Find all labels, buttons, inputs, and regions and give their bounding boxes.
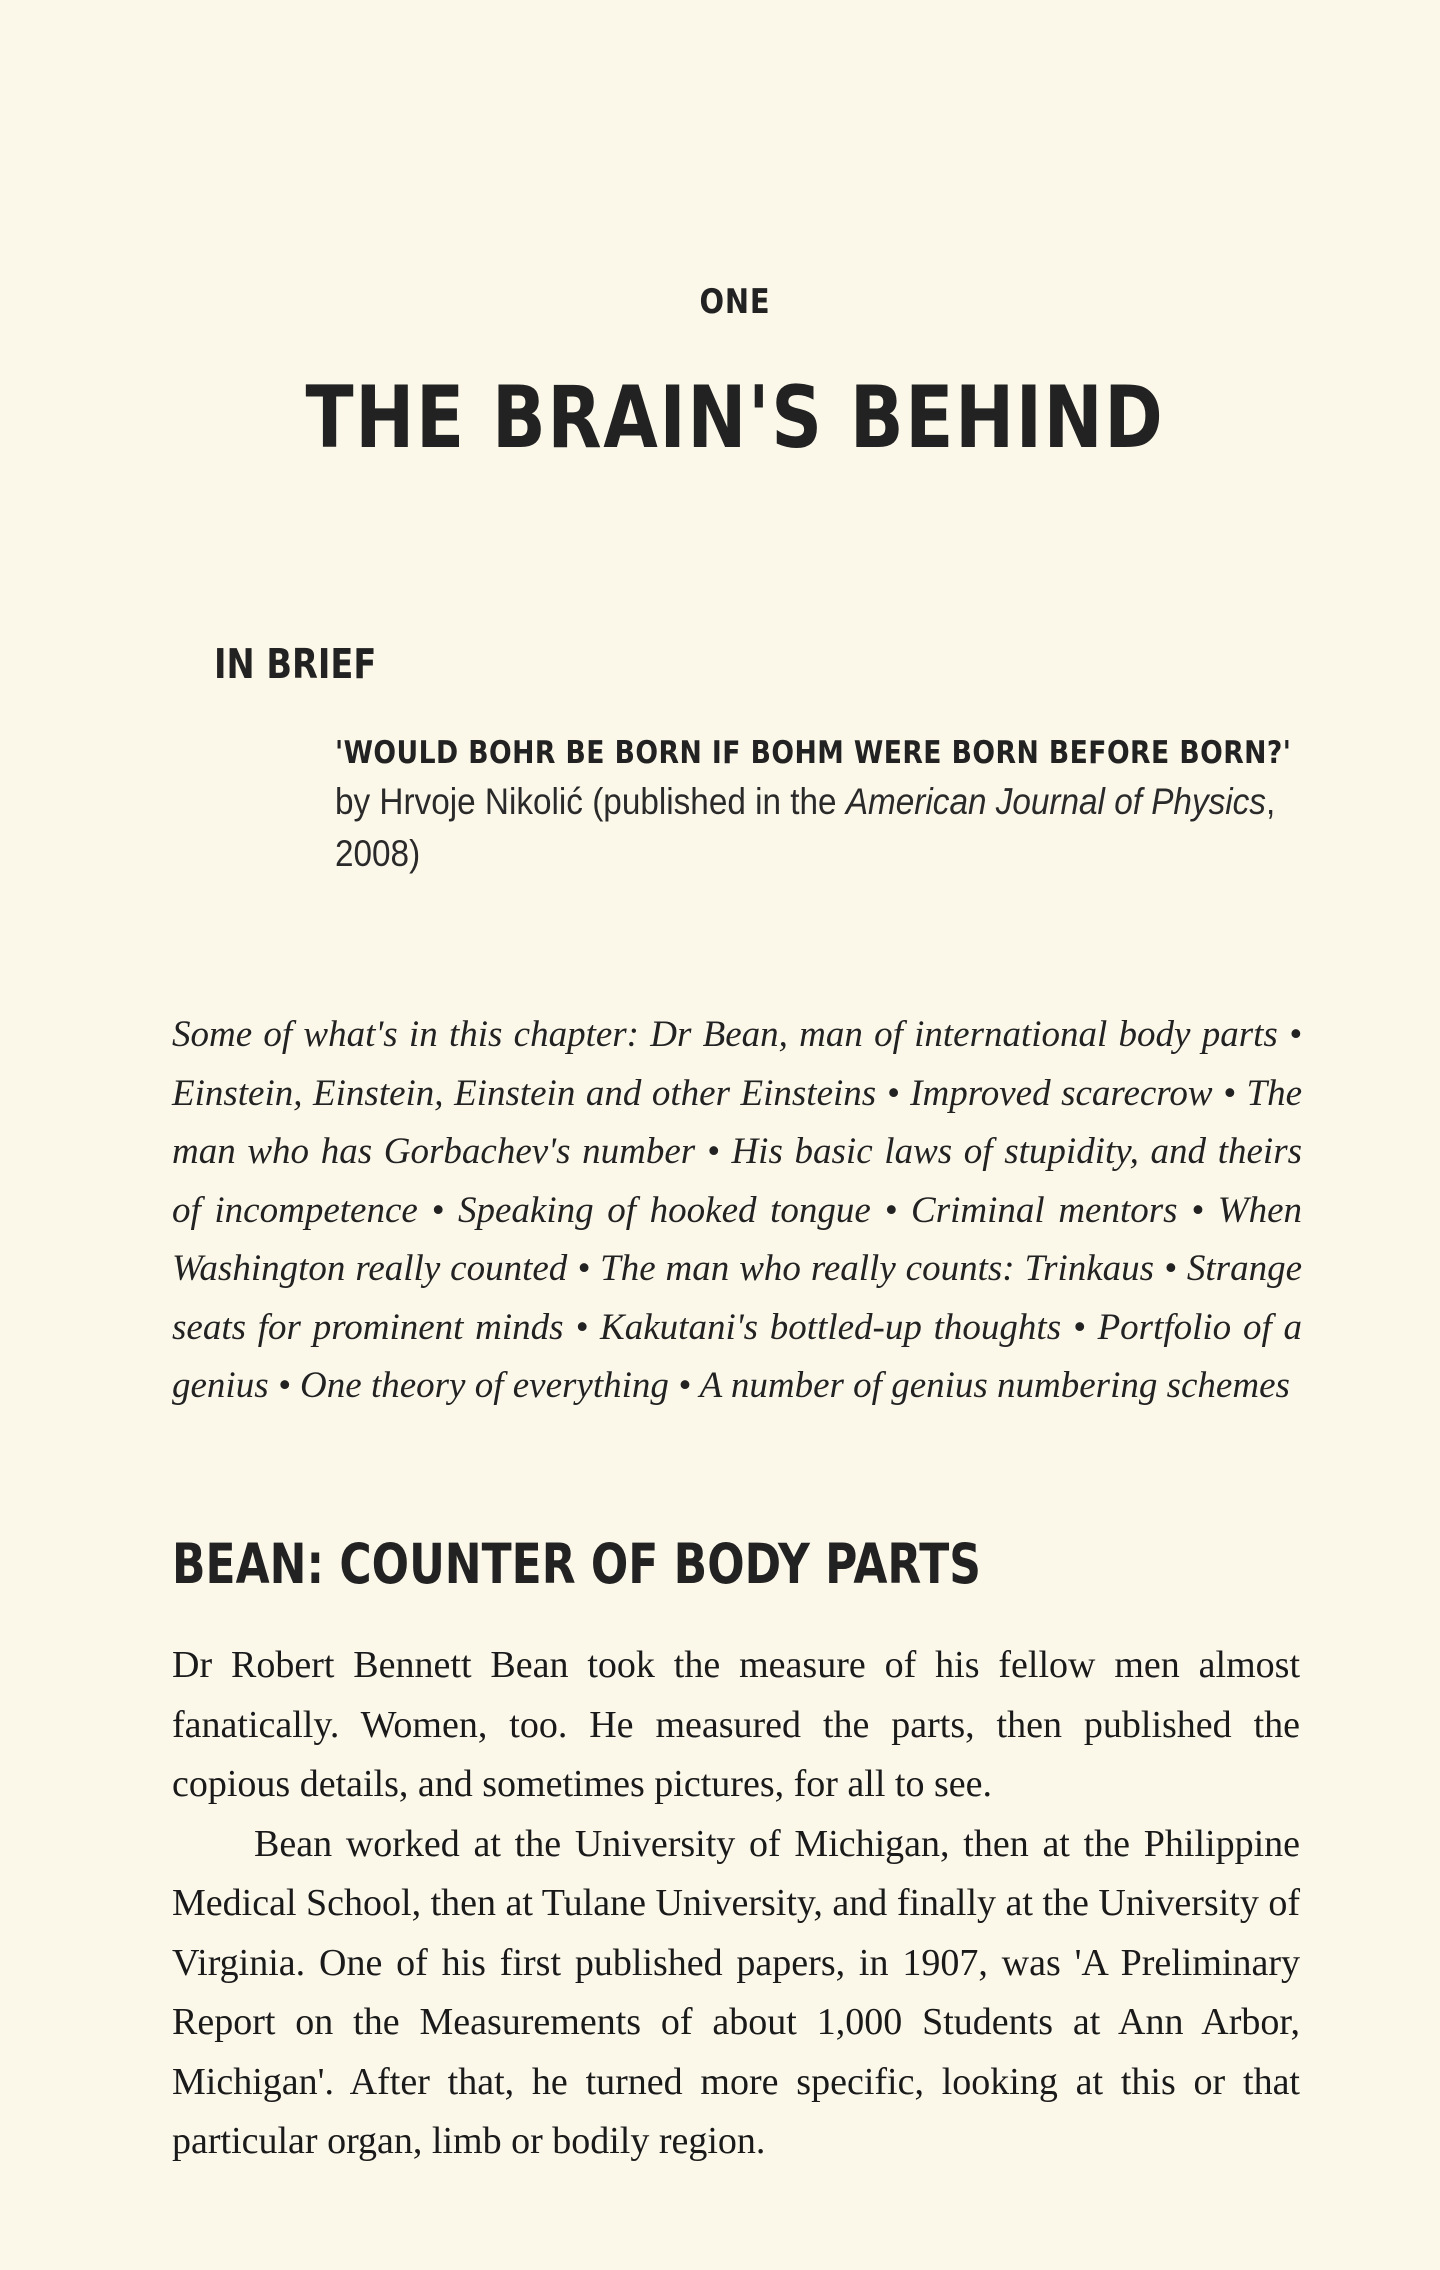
chapter-number: ONE bbox=[699, 282, 771, 322]
chapter-title: THE BRAIN'S BEHIND bbox=[305, 368, 1165, 468]
section-heading: BEAN: COUNTER OF BODY PARTS bbox=[172, 1532, 981, 1596]
chapter-summary: Some of what's in this chapter: Dr Bean, man of international body parts • Einstein, Einstein, Einstein and other Einsteins • Improved scarecrow • The man who has Gorbachev's number • His basic laws of stupidity, and theirs of incompetence • Speaking of hooked tongue • Criminal mentors • When Washington really counted • The man who really counts: Trinkaus • Strange seats for prominent minds • Kakutani's bottled-up thoughts • Portfolio of a genius • One theory of everything • A number of genius numbering schemes bbox=[172, 1014, 1302, 1406]
in-brief-heading: IN BRIEF bbox=[214, 640, 377, 688]
paper-title: 'WOULD BOHR BE BORN IF BOHM WERE BORN BEFORE BORN?' bbox=[335, 735, 1292, 771]
byline-prefix: by Hrvoje Nikolić (published in the bbox=[335, 781, 846, 822]
byline-suffix: , 2008) bbox=[335, 781, 1276, 874]
in-brief-block bbox=[335, 730, 1315, 880]
section-body bbox=[172, 1636, 1300, 2172]
paper-byline bbox=[335, 776, 1307, 880]
body-paragraph: Bean worked at the University of Michigan, then at the Philippine Medical School, then at Tulane University, and finally at the University of Virginia. One of his first published papers, in 1907, was 'A Preliminary Report on the Measurements of about 1,000 Students at Ann Arbor, Michigan'. After that, he turned more specific, looking at this or that particular organ, limb or bodily region. bbox=[172, 1822, 1300, 2162]
journal-name: American Journal of Physics bbox=[845, 781, 1266, 822]
body-paragraph: Dr Robert Bennett Bean took the measure of his fellow men almost fanatically. Women, too. He measured the parts, then published the copious details, and sometimes pictures, for all to see. bbox=[172, 1644, 1300, 1805]
